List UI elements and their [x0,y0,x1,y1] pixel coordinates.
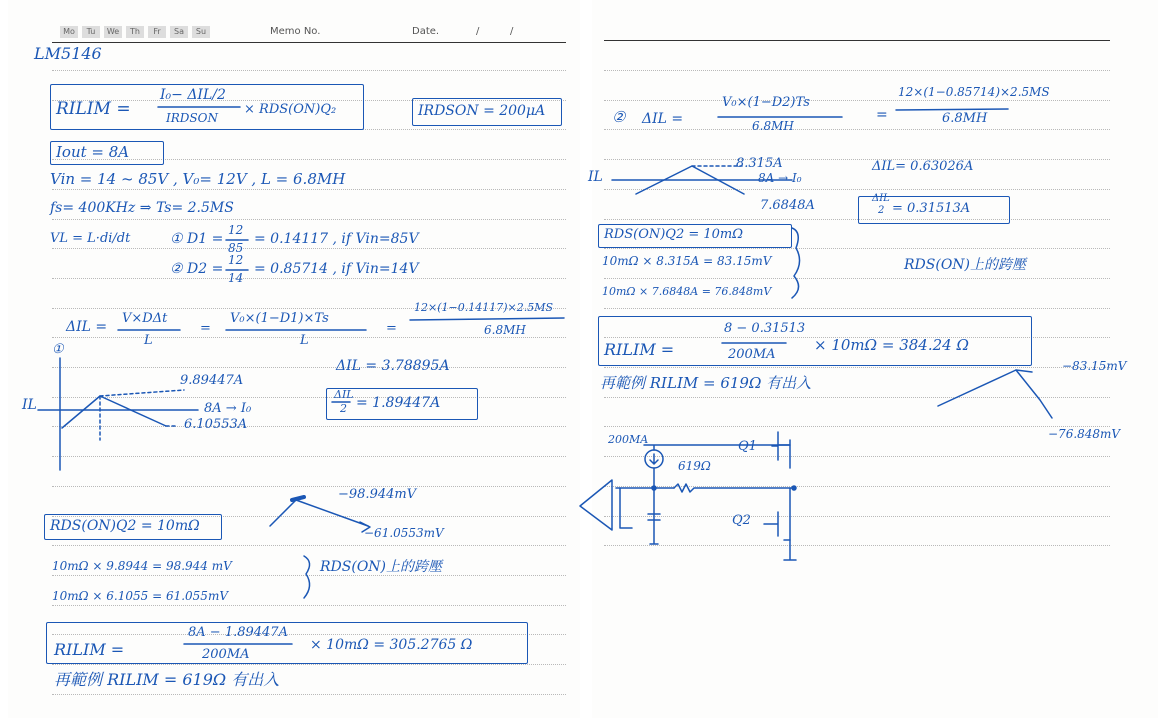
half-ripple-value: = 1.89447A [356,395,441,411]
weekday-tu: Tu [82,26,100,38]
date-sep: / [476,26,480,37]
weekday-th: Th [126,26,144,38]
formula-lhs: RILIM = [56,99,131,119]
dil-num3: 12×(1−0.14117)×2.5MS [414,301,554,314]
iout-value: Iout = 8A [56,143,130,161]
weekday-fr: Fr [148,26,166,38]
dil2-eq: = [876,107,888,123]
dil-eq: = [200,321,211,336]
half-ripple2-num: ΔIL [872,193,890,204]
rilim-lhs: RILIM = [54,640,125,659]
volt-peak: −98.944mV [338,487,417,502]
dil-den1: L [144,333,153,348]
brace-note: RDS(ON)上的跨壓 [320,559,443,575]
weekday-mo: Mo [60,26,78,38]
d1-den: 85 [228,241,244,255]
dil-den2: L [300,333,309,348]
rds-value: RDS(ON)Q2 = 10mΩ [50,518,200,534]
dil2-result: ΔIL= 0.63026A [872,159,974,174]
half-ripple-num: ΔIL [334,388,354,401]
dil2-den2: 6.8MH [942,111,988,126]
rilim-result: × 10mΩ = 305.2765 Ω [310,637,473,653]
notebook-page-right [588,0,1158,718]
dil2-num1: V₀×(1−D2)Ts [722,95,810,110]
q2-label: Q2 [732,513,751,528]
dil2-num2: 12×(1−0.85714)×2.5MS [898,85,1050,99]
dil-lhs: ΔIL = [66,319,108,335]
il-label: IL [22,397,37,413]
d2-rhs: = 0.85714 , if Vin=14V [254,261,419,277]
calc-peak: 10mΩ × 9.8944 = 98.944 mV [52,559,232,573]
il2-valley: 7.6848A [760,198,815,213]
il2-average: 8A → I₀ [758,171,802,185]
q1-label: Q1 [738,439,757,454]
rilim-den: 200MA [202,647,250,662]
d2-lhs: ② D2 = [170,261,224,277]
left-ink-strokes [8,0,580,718]
final-note: 再範例 RILIM = 619Ω 有出入 [54,670,280,689]
dil2-den1: 6.8MH [752,119,794,133]
d2-den: 14 [228,271,244,285]
notebook-page-left [8,0,580,718]
vl-line: VL = L·di/dt [50,231,131,246]
rilim-num: 8A − 1.89447A [188,625,288,640]
weekday-su: Su [192,26,210,38]
irdson-value: IRDSON = 200μA [418,103,546,119]
date-sep: / [510,26,514,37]
dil-den3: 6.8MH [484,323,526,337]
dil-result: ΔIL = 3.78895A [336,358,450,374]
d1-rhs: = 0.14117 , if Vin=85V [254,231,419,247]
il-average: 8A → I₀ [204,401,252,416]
il2-peak: 8.315A [736,156,783,171]
d1-lhs: ① D1 = [170,231,224,247]
dil-eq2: = [386,321,397,336]
formula-numerator: I₀− ΔIL/2 [160,87,226,103]
case-1-marker: ① [52,342,64,357]
calc-valley: 10mΩ × 6.1055 = 61.055mV [52,589,228,603]
d2-num: 12 [228,253,244,267]
rilim2-result: × 10mΩ = 384.24 Ω [814,336,969,354]
right-ink-strokes [592,0,1158,718]
vin-line: Vin = 14 ~ 85V , V₀= 12V , L = 6.8MH [50,170,346,188]
volt-valley: −61.0553mV [364,526,444,540]
rilim2-lhs: RILIM = [604,340,675,359]
rds2-value: RDS(ON)Q2 = 10mΩ [604,227,744,242]
volt2-valley: −76.848mV [1048,427,1121,441]
weekday-we: We [104,26,122,38]
dil2-lhs: ΔIL = [642,111,684,127]
dil-num2: V₀×(1−D1)×Ts [230,311,329,326]
half-ripple-den: 2 [340,402,347,415]
calc2-valley: 10mΩ × 7.6848A = 76.848mV [602,285,772,298]
formula-rhs: × RDS(ON)Q₂ [244,102,337,117]
resistor-label: 619Ω [678,459,711,473]
part-number: LM5146 [34,44,102,63]
il-valley: 6.10553A [184,417,248,432]
il2-label: IL [588,169,603,185]
fs-line: fs= 400KHz ⇒ Ts= 2.5MS [50,200,234,216]
half-ripple2-value: = 0.31513A [892,201,971,216]
il-peak: 9.89447A [180,373,244,388]
case-2-marker: ② [612,108,626,126]
current-source-label: 200MA [608,433,649,446]
formula-denominator: IRDSON [166,111,218,125]
weekday-sa: Sa [170,26,188,38]
calc2-peak: 10mΩ × 8.315A = 83.15mV [602,254,772,268]
final2-note: 再範例 RILIM = 619Ω 有出入 [600,374,812,392]
date-label: Date. [412,26,440,37]
rilim2-den: 200MA [728,347,776,362]
volt2-peak: −83.15mV [1062,359,1127,373]
memo-label: Memo No. [270,26,321,37]
brace2-note: RDS(ON)上的跨壓 [904,257,1027,273]
d1-num: 12 [228,223,244,237]
half-ripple2-den: 2 [878,205,885,216]
rilim2-num: 8 − 0.31513 [724,321,806,336]
dil-num1: V×DΔt [122,311,168,326]
